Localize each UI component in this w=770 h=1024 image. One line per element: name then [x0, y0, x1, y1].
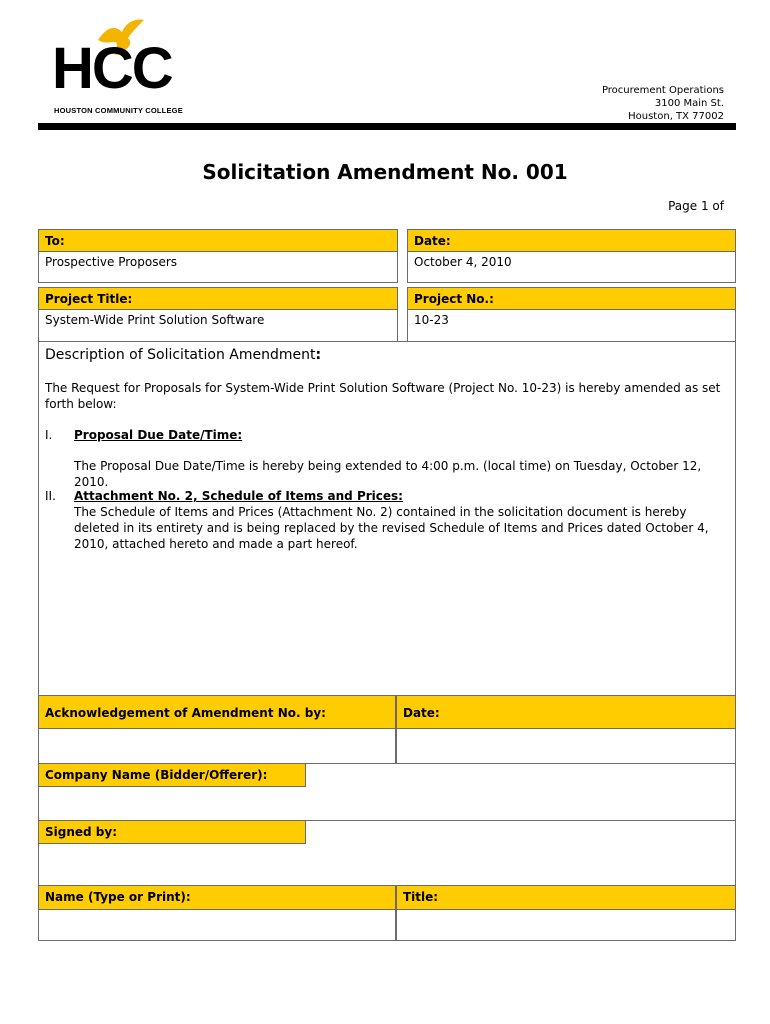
company-label: Company Name (Bidder/Offerer): — [38, 763, 306, 787]
item-1-heading: Proposal Due Date/Time: — [74, 428, 243, 442]
item-2-numeral: II. — [45, 489, 56, 503]
name-label: Name (Type or Print): — [38, 885, 396, 910]
to-label: To: — [38, 229, 398, 252]
logo-letters: HCC — [52, 36, 172, 101]
project-no-value: 10-23 — [407, 309, 736, 342]
page-number: Page 1 of — [668, 199, 724, 213]
address-line-3: Houston, TX 77002 — [628, 111, 724, 122]
title-field[interactable] — [396, 909, 736, 941]
project-no-label: Project No.: — [407, 287, 736, 310]
ack-field[interactable] — [38, 728, 396, 764]
date-value: October 4, 2010 — [407, 251, 736, 283]
project-title-label: Project Title: — [38, 287, 398, 310]
address-line-1: Procurement Operations — [601, 85, 724, 96]
to-value: Prospective Proposers — [38, 251, 398, 283]
title-label: Title: — [396, 885, 736, 910]
page-title: Solicitation Amendment No. 001 — [202, 160, 568, 184]
item-1-text: The Proposal Due Date/Time is hereby being extended to 4:00 p.m. (local time) on Tuesday, October 12, 2010. — [74, 459, 702, 489]
description-intro: The Request for Proposals for System-Wide Print Solution Software (Project No. 10-23) is hereby amended as set forth below: — [45, 381, 721, 411]
address-line-2: 3100 Main St. — [654, 98, 724, 109]
header-rule — [38, 123, 736, 130]
item-2-heading: Attachment No. 2, Schedule of Items and Prices: — [74, 489, 403, 503]
college-name: HOUSTON COMMUNITY COLLEGE — [54, 106, 183, 115]
item-1-numeral: I. — [45, 428, 53, 442]
project-title-value: System-Wide Print Solution Software — [38, 309, 398, 342]
signed-label: Signed by: — [38, 820, 306, 844]
description-heading: Description of Solicitation Amendment: — [45, 347, 322, 363]
ack-date-label: Date: — [396, 695, 736, 729]
date-label: Date: — [407, 229, 736, 252]
name-field[interactable] — [38, 909, 396, 941]
ack-label: Acknowledgement of Amendment No. by: — [38, 695, 396, 729]
item-2-text: The Schedule of Items and Prices (Attachment No. 2) contained in the solicitation document is hereby deleted in its entirety and is being replaced by the revised Schedule of Items and Prices dated October 4, 2010, attached hereto and made a part hereof. — [74, 505, 709, 551]
ack-date-field[interactable] — [396, 728, 736, 764]
